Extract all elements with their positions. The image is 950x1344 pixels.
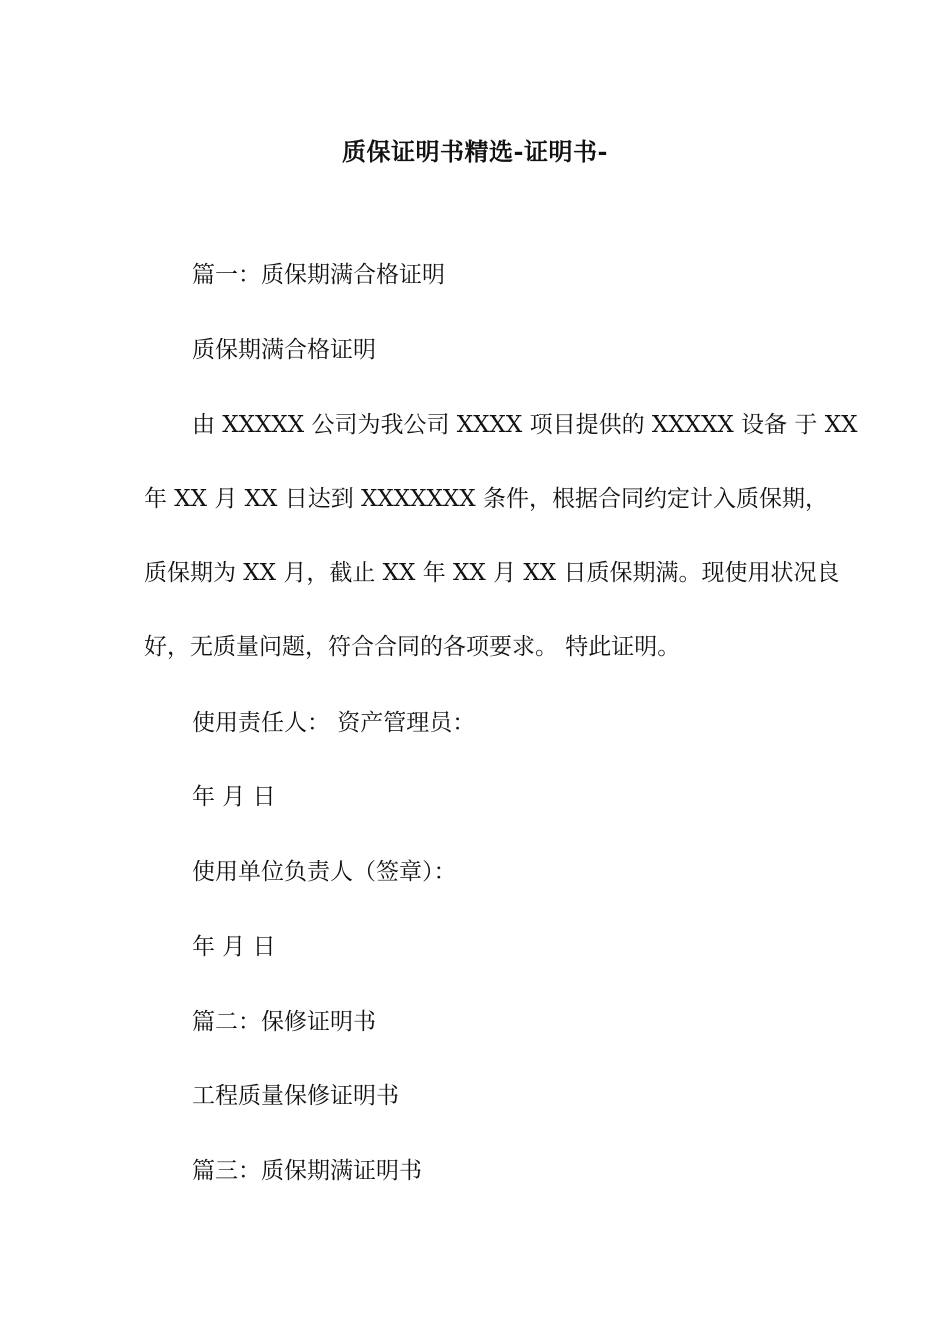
body-line: 由 XXXXX 公司为我公司 XXXX 项目提供的 XXXXX 设备 于 XX (192, 412, 858, 438)
body-line: 好，无质量问题，符合合同的各项要求。 特此证明。 (144, 634, 681, 660)
date-line: 年 月 日 (192, 934, 276, 960)
date-line: 年 月 日 (192, 784, 276, 810)
unit-head-line: 使用单位负责人（签章）： (192, 859, 457, 885)
body-line: 年 XX 月 XX 日达到 XXXXXXX 条件，根据合同约定计入质保期， (144, 486, 828, 512)
section3-heading: 篇三：质保期满证明书 (192, 1158, 422, 1184)
signers-line: 使用责任人： 资产管理员： (192, 710, 476, 736)
section1-heading: 篇一：质保期满合格证明 (192, 262, 445, 288)
section2-heading: 篇二：保修证明书 (192, 1009, 376, 1035)
section1-subtitle: 质保期满合格证明 (192, 337, 376, 363)
certificate-body (144, 407, 858, 703)
document-title: 质保证明书精选-证明书- (342, 137, 608, 166)
section2-subtitle: 工程质量保修证明书 (192, 1083, 399, 1109)
body-line: 质保期为 XX 月，截止 XX 年 XX 月 XX 日质保期满。现使用状况良 (144, 560, 840, 586)
